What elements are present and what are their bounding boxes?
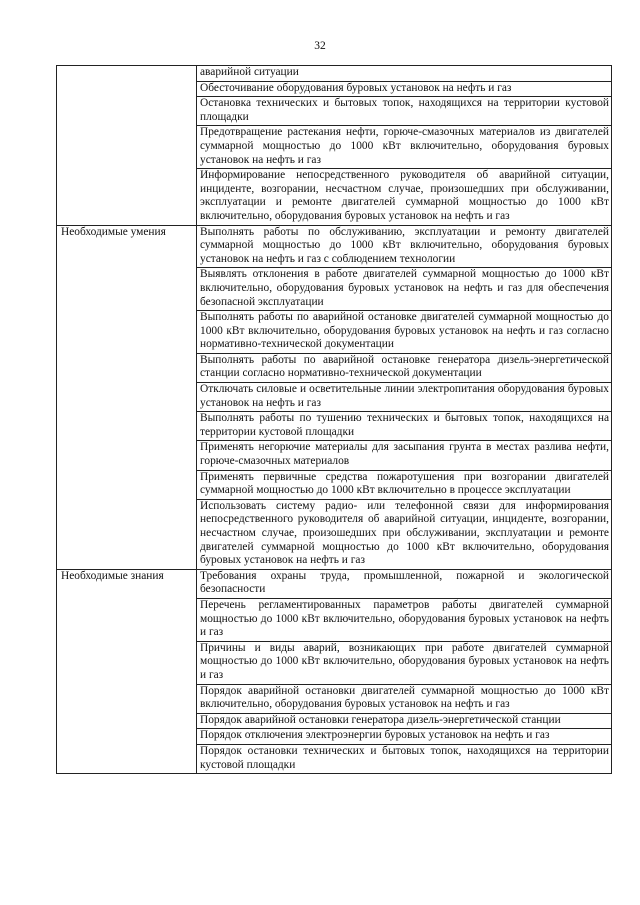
requirement-item: Порядок аварийной остановки генератора дизель-энергетической станции	[197, 713, 612, 729]
section-label	[57, 66, 197, 82]
table-row	[57, 81, 612, 97]
table-row	[57, 744, 612, 773]
table-row	[57, 311, 612, 354]
table-row	[57, 441, 612, 470]
table-row	[57, 569, 612, 598]
table-row	[57, 412, 612, 441]
section-label	[57, 268, 197, 311]
section-label: Необходимые знания	[57, 569, 197, 598]
requirement-item: Применять негорючие материалы для засыпания грунта в местах разлива нефти, горюче-смазочных материалов	[197, 441, 612, 470]
table-row	[57, 684, 612, 713]
table-row	[57, 66, 612, 82]
section-label	[57, 97, 197, 126]
requirement-item: Порядок остановки технических и бытовых топок, находящихся на территории кустовой площадки	[197, 744, 612, 773]
table-row	[57, 268, 612, 311]
section-label	[57, 441, 197, 470]
section-label	[57, 311, 197, 354]
page-number: 32	[314, 40, 326, 52]
table-row	[57, 470, 612, 499]
section-label	[57, 383, 197, 412]
section-label	[57, 641, 197, 684]
section-label: Необходимые умения	[57, 225, 197, 268]
requirement-item: Требования охраны труда, промышленной, пожарной и экологической безопасности	[197, 569, 612, 598]
section-label	[57, 169, 197, 225]
requirement-item: Отключать силовые и осветительные линии электропитания оборудования буровых установок на нефть и газ	[197, 383, 612, 412]
table-row	[57, 383, 612, 412]
requirement-item: Выполнять работы по тушению технических и бытовых топок, находящихся на территории кустовой площадки	[197, 412, 612, 441]
requirement-item: Порядок аварийной остановки двигателей суммарной мощностью до 1000 кВт включительно, оборудования буровых установок на нефть и газ	[197, 684, 612, 713]
section-label	[57, 412, 197, 441]
section-label	[57, 353, 197, 382]
requirement-item: Выполнять работы по аварийной остановке двигателей суммарной мощностью до 1000 кВт включительно, оборудования буровых установок на нефть и газ согласно нормативно-технической документации	[197, 311, 612, 354]
table-row	[57, 126, 612, 169]
section-label	[57, 729, 197, 745]
section-label	[57, 499, 197, 569]
table-row	[57, 499, 612, 569]
requirement-item: Порядок отключения электроэнергии буровых установок на нефть и газ	[197, 729, 612, 745]
section-label	[57, 81, 197, 97]
table-row	[57, 225, 612, 268]
requirement-item: Выполнять работы по аварийной остановке генератора дизель-энергетической станции согласно нормативно-технической документации	[197, 353, 612, 382]
requirement-item: Информирование непосредственного руководителя об аварийной ситуации, инциденте, возгорании, несчастном случае, произошедших при обслуживании, эксплуатации и ремонте двигателей суммарной мощностью до 1000 кВт включительно, оборудования буровых установок на нефть и газ	[197, 169, 612, 225]
requirement-item: Выявлять отклонения в работе двигателей суммарной мощностью до 1000 кВт включительно, оборудования буровых установок на нефть и газ для обеспечения безопасной эксплуатации	[197, 268, 612, 311]
requirement-item: Выполнять работы по обслуживанию, эксплуатации и ремонту двигателей суммарной мощностью до 1000 кВт включительно, оборудования буровых установок на нефть и газ с соблюдением технологии	[197, 225, 612, 268]
requirement-item: Обесточивание оборудования буровых установок на нефть и газ	[197, 81, 612, 97]
section-label	[57, 598, 197, 641]
table-row	[57, 713, 612, 729]
table-row	[57, 353, 612, 382]
table-row	[57, 729, 612, 745]
section-label	[57, 684, 197, 713]
requirements-table	[56, 65, 612, 774]
table-row	[57, 641, 612, 684]
requirement-item: Предотвращение растекания нефти, горюче-смазочных материалов из двигателей суммарной мощностью до 1000 кВт включительно, оборудования буровых установок на нефть и газ	[197, 126, 612, 169]
table-row	[57, 97, 612, 126]
requirement-item: Остановка технических и бытовых топок, находящихся на территории кустовой площадки	[197, 97, 612, 126]
requirement-item: Причины и виды аварий, возникающих при работе двигателей суммарной мощностью до 1000 кВт включительно, оборудования буровых установок на нефть и газ	[197, 641, 612, 684]
section-label	[57, 744, 197, 773]
section-label	[57, 713, 197, 729]
requirement-item: аварийной ситуации	[197, 66, 612, 82]
requirement-item: Перечень регламентированных параметров работы двигателей суммарной мощностью до 1000 кВт включительно, оборудования буровых установок на нефть и газ	[197, 598, 612, 641]
section-label	[57, 126, 197, 169]
section-label	[57, 470, 197, 499]
requirement-item: Использовать систему радио- или телефонной связи для информирования непосредственного руководителя об аварийной ситуации, инциденте, возгорании, несчастном случае, произошедших при обслуживании, эксплуатации и ремонте двигателей суммарной мощностью до 1000 кВт включительно, оборудования буровых установок на нефть и газ	[197, 499, 612, 569]
table-row	[57, 598, 612, 641]
requirement-item: Применять первичные средства пожаротушения при возгорании двигателей суммарной мощностью до 1000 кВт включительно в процессе эксплуатации	[197, 470, 612, 499]
table-row	[57, 169, 612, 225]
